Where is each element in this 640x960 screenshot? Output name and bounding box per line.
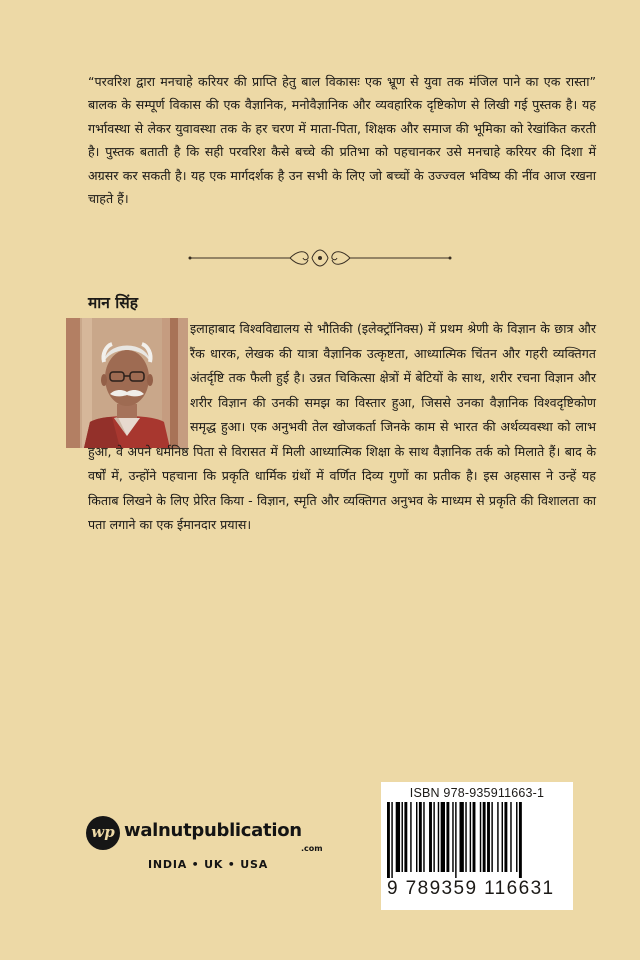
barcode-bar bbox=[465, 802, 466, 872]
barcode-bars-icon bbox=[385, 802, 569, 878]
publisher-domain: .com bbox=[301, 844, 323, 853]
barcode-bar bbox=[519, 802, 522, 878]
barcode-bar bbox=[419, 802, 422, 872]
barcode-bar bbox=[452, 802, 453, 872]
author-name: मान सिंह bbox=[88, 294, 139, 312]
flourish-divider-icon bbox=[186, 246, 454, 270]
barcode-bar bbox=[470, 802, 471, 872]
barcode-bar bbox=[438, 802, 439, 872]
barcode-bar bbox=[433, 802, 434, 872]
barcode-bar bbox=[387, 802, 390, 878]
barcode-bar bbox=[473, 802, 476, 872]
barcode-bar bbox=[404, 802, 407, 872]
barcode-bar bbox=[455, 802, 456, 878]
publisher-name: walnutpublication bbox=[124, 820, 302, 841]
isbn-label: ISBN 978-935911663-1 bbox=[409, 786, 545, 800]
barcode-digits: 9 789359 116631 bbox=[387, 878, 555, 899]
author-bio: इलाहाबाद विश्वविद्यालय से भौतिकी (इलेक्ट्रॉनिक्स) में प्रथम श्रेणी के विज्ञान के छात्र और रैंक धारक, लेखक की यात्रा वैज्ञानिक उत्कृष्टता, आध्यात्मिक चिंतन और गहरी व्यक्तिगत अंतर्दृष्टि तक फैली हुई है। उन्नत चिकित्सा क्षेत्रों में बेटियों के साथ, शरीर रचना विज्ञान और शरीर विज्ञान की उनकी समझ का विस्तार हुआ, जिससे उनका वैज्ञानिक विश्वदृष्टिकोण समृद्ध हुआ। एक अनुभवी तेल खोजकर्ता जिनके काम से भारत की अर्थव्यवस्था को लाभ हुआ, वे अपने धर्मनिष्ठ पिता से विरासत में मिली आध्यात्मिक शिक्षा के साथ वैज्ञानिक तर्क को मिलाते हैं। बाद के वर्षों में, उन्होंने पहचाना कि प्रकृति धार्मिक ग्रंथों में वर्णित दिव्य गुणों का प्रतीक है। इस अहसास ने उन्हें यह किताब लिखने के लिए प्रेरित किया - विज्ञान, स्मृति और व्यक्तिगत अनुभव के माध्यम से प्रकृति की विशालता का पता लगाने का एक ईमानदार प्रयास। bbox=[88, 321, 596, 532]
barcode-bar bbox=[480, 802, 481, 872]
logo-mark: wp bbox=[91, 823, 115, 841]
barcode-bar bbox=[460, 802, 464, 872]
barcode-bar bbox=[446, 802, 449, 872]
barcode-bar bbox=[423, 802, 424, 872]
barcode-bar bbox=[516, 802, 517, 872]
publisher-regions: INDIA • UK • USA bbox=[148, 858, 269, 871]
author-bio-block bbox=[88, 317, 596, 538]
walnut-logo-icon bbox=[86, 816, 120, 850]
barcode-bar bbox=[396, 802, 400, 872]
barcode-bar bbox=[502, 802, 503, 872]
barcode-bar bbox=[410, 802, 411, 872]
barcode-bar bbox=[504, 802, 507, 872]
book-blurb: “परवरिश द्वारा मनचाहे करियर की प्राप्ति हेतु बाल विकासः एक भ्रूण से युवा तक मंजिल पाने का एक रास्ता” बालक के सम्पूर्ण विकास की एक वैज्ञानिक, मनोवैज्ञानिक और व्यवहारिक दृष्टिकोण से लिखी गई पुस्तक है। यह गर्भावस्था से लेकर युवावस्था तक के हर चरण में माता-पिता, शिक्षक और समाज की भूमिका को रेखांकित करती है। पुस्तक बताती है कि सही परवरिश कैसे बच्चे की प्रतिभा को पहचानकर उसे मनचाहे करियर की दिशा में अग्रसर कर सकती है। यह एक मार्गदर्शक है उन सभी के लिए जो बच्चों के उज्ज्वल भविष्य की नींव आज रखना चाहते हैं। bbox=[88, 74, 596, 207]
barcode-bar bbox=[402, 802, 403, 872]
barcode-bar bbox=[491, 802, 492, 872]
publisher-logo bbox=[86, 814, 346, 884]
barcode-bar bbox=[497, 802, 498, 872]
isbn-barcode bbox=[381, 782, 573, 910]
barcode-bar bbox=[441, 802, 445, 872]
barcode-bar bbox=[510, 802, 511, 872]
barcode-bar bbox=[416, 802, 417, 872]
barcode-bar bbox=[483, 802, 486, 872]
barcode-bar bbox=[487, 802, 490, 872]
barcode-bar bbox=[391, 802, 392, 878]
barcode-bar bbox=[429, 802, 432, 872]
